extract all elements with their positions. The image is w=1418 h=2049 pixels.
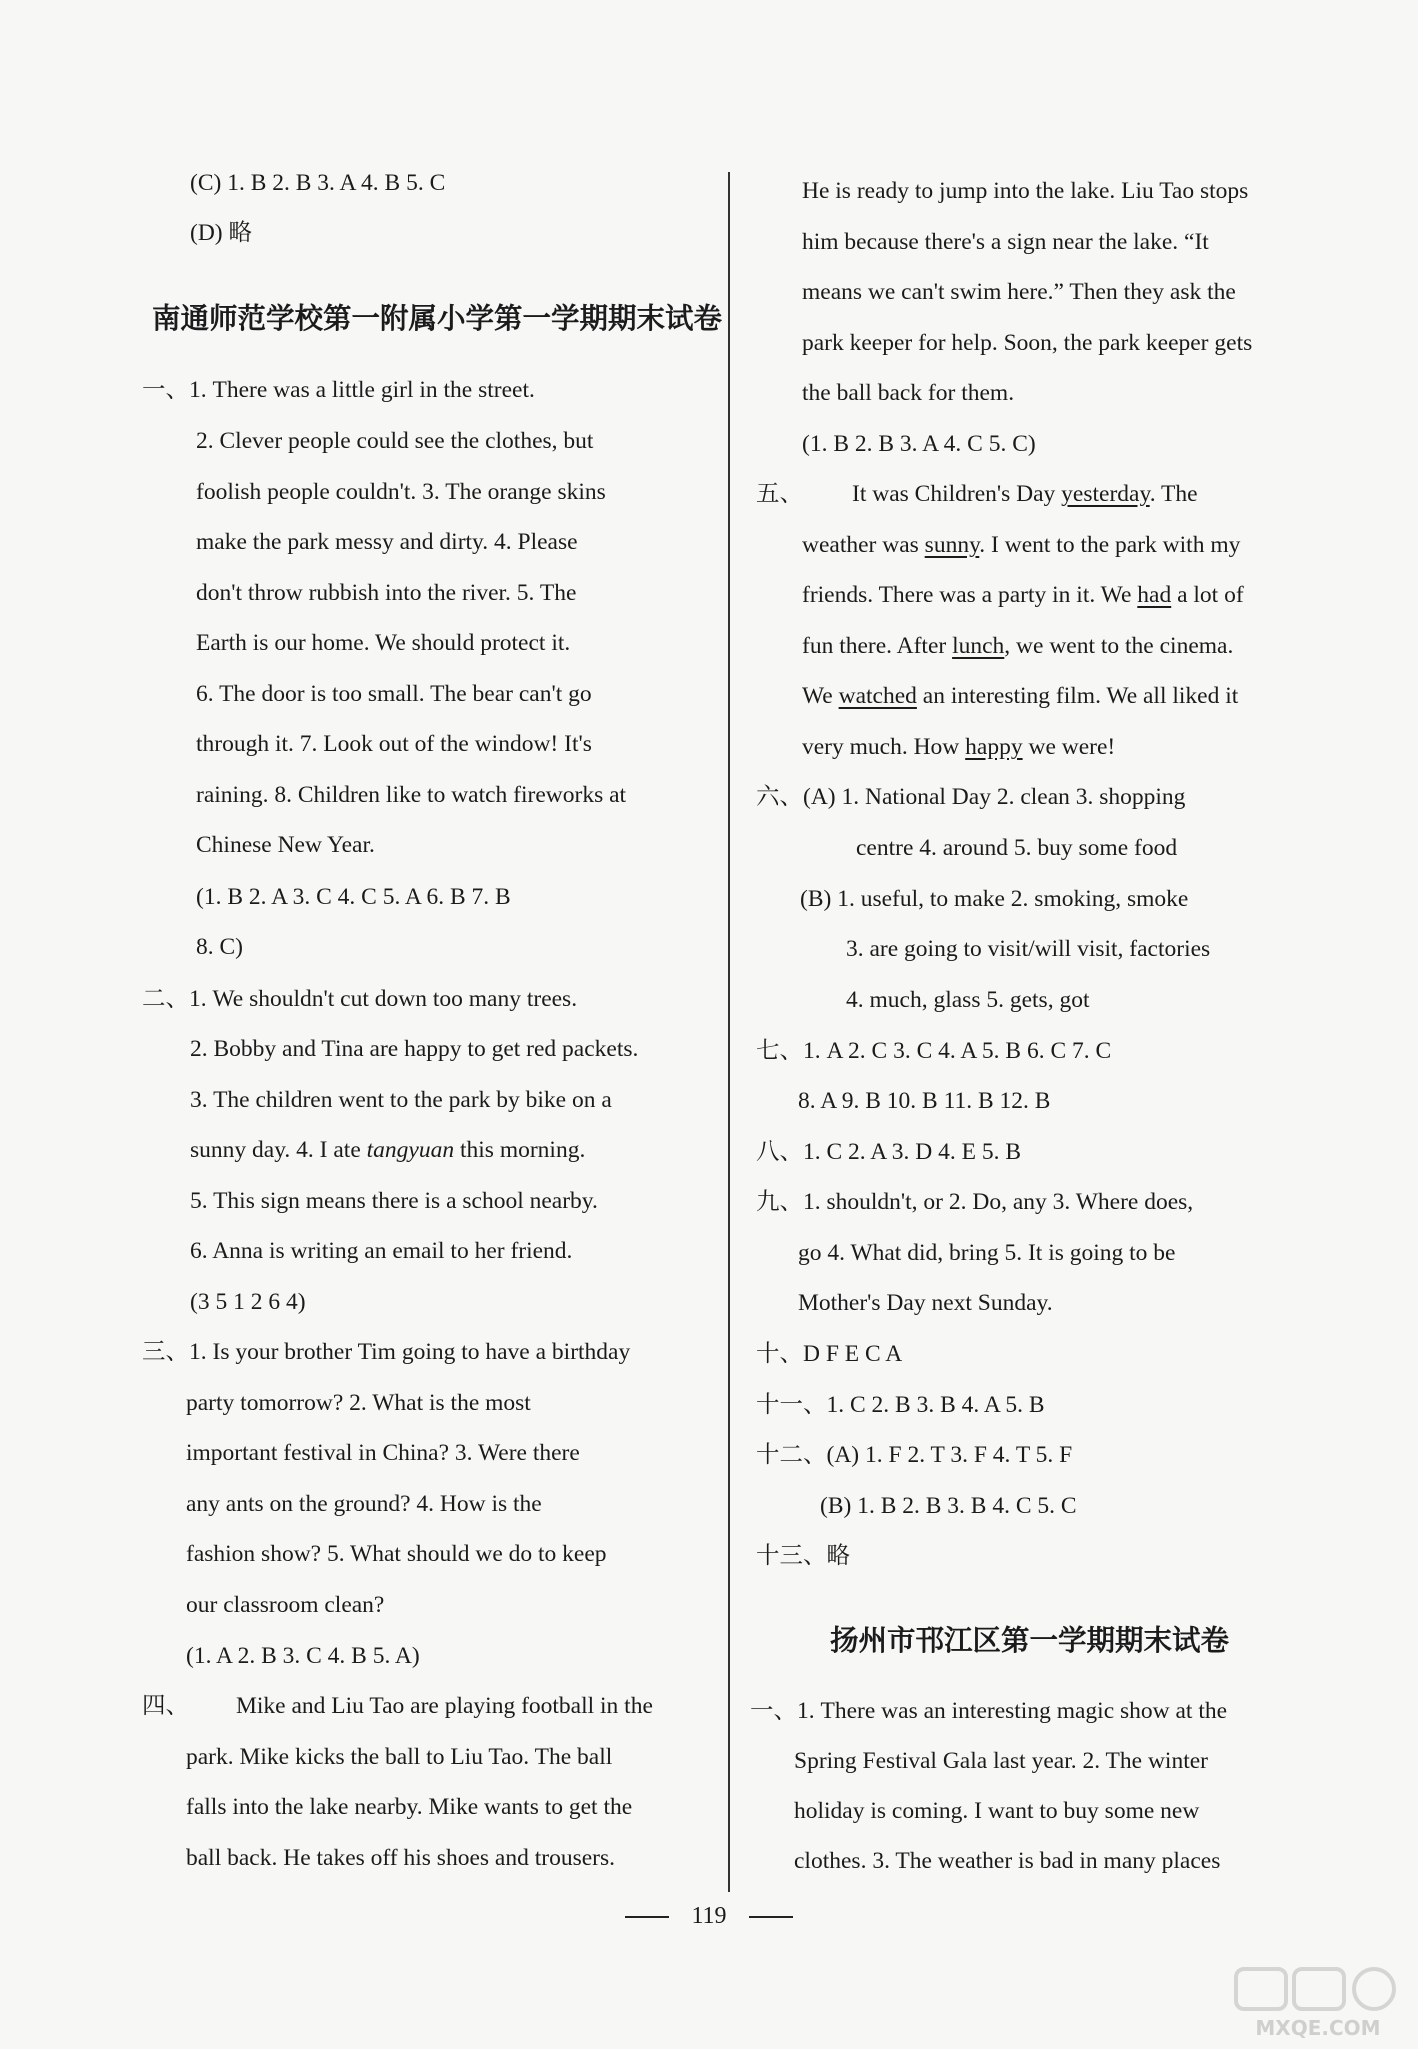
filled-blank: sunny — [924, 532, 980, 558]
section-title: 南通师范学校第一附属小学第一学期期末试卷 — [152, 302, 723, 335]
answer-line: 十二、(A) 1. F 2. T 3. F 4. T 5. F — [756, 1442, 1073, 1468]
answer-line: 十一、1. C 2. B 3. B 4. A 5. B — [756, 1392, 1045, 1418]
answer-line: 2. Bobby and Tina are happy to get red packets. — [190, 1036, 639, 1062]
passage-line — [852, 479, 1198, 509]
italic-word: tangyuan — [366, 1137, 455, 1163]
answer-line: 三、1. Is your brother Tim going to have a birthday — [142, 1339, 631, 1365]
line-text: fun there. After — [802, 633, 953, 659]
watermark-shape — [1294, 1969, 1344, 2009]
filled-blank: watched — [838, 683, 917, 709]
answer-line: 一、1. There was a little girl in the street. — [142, 377, 535, 403]
passage-line — [802, 631, 1233, 661]
filled-blank: had — [1137, 582, 1172, 608]
line-text: friends. There was a party in it. We — [802, 582, 1138, 608]
line-text: . The — [1149, 481, 1198, 507]
answer-line: 3. are going to visit/will visit, factories — [846, 936, 1211, 962]
answer-line: 一、1. There was an interesting magic show at the — [750, 1698, 1228, 1724]
watermark-shape — [1354, 1969, 1394, 2009]
answer-line: make the park messy and dirty. 4. Please — [196, 529, 578, 555]
passage-line: falls into the lake nearby. Mike wants to get the — [186, 1794, 633, 1820]
line-text: It was Children's Day — [852, 481, 1062, 507]
line-text: weather was — [802, 532, 925, 558]
answer-line: 8. C) — [196, 934, 243, 960]
answer-line: through it. 7. Look out of the window! It's — [196, 731, 592, 757]
answer-line: centre 4. around 5. buy some food — [856, 835, 1178, 861]
line-text: very much. How — [802, 734, 966, 760]
answer-line: 七、1. A 2. C 3. C 4. A 5. B 6. C 7. C — [756, 1038, 1112, 1064]
answer-line: Spring Festival Gala last year. 2. The winter — [794, 1748, 1208, 1774]
passage-line — [802, 681, 1238, 711]
answer-line: (C) 1. B 2. B 3. A 4. B 5. C — [190, 170, 446, 196]
page-number — [0, 1903, 1418, 1930]
passage-line: means we can't swim here.” Then they ask the — [802, 279, 1236, 305]
line-text: sunny day. 4. I ate — [190, 1137, 367, 1163]
answer-line: important festival in China? 3. Were there — [186, 1440, 580, 1466]
answer-line: (1. B 2. B 3. A 4. C 5. C) — [802, 431, 1036, 457]
passage-line: Mike and Liu Tao are playing football in the — [236, 1693, 653, 1719]
answer-line: 二、1. We shouldn't cut down too many trees. — [142, 986, 578, 1012]
line-text: We — [802, 683, 839, 709]
passage-line — [802, 580, 1244, 610]
answer-line: 6. Anna is writing an email to her friend. — [190, 1238, 573, 1264]
answer-line: (D) 略 — [190, 220, 252, 246]
passage-line: the ball back for them. — [802, 380, 1015, 406]
answer-line: (B) 1. useful, to make 2. smoking, smoke — [800, 886, 1189, 912]
watermark-shape — [1236, 1969, 1286, 2009]
section-label: 四、 — [142, 1693, 189, 1719]
answer-line: don't throw rubbish into the river. 5. The — [196, 580, 577, 606]
answer-line: any ants on the ground? 4. How is the — [186, 1491, 542, 1517]
answer-line: 5. This sign means there is a school nearby. — [190, 1188, 598, 1214]
answer-line — [190, 1135, 585, 1165]
dash-right — [749, 1916, 793, 1918]
page-number-text: 119 — [691, 1903, 727, 1929]
answer-line: 6. The door is too small. The bear can't go — [196, 681, 592, 707]
line-text: an interesting film. We all liked it — [916, 683, 1239, 709]
answer-line: holiday is coming. I want to buy some new — [794, 1798, 1200, 1824]
filled-blank: lunch — [952, 633, 1005, 659]
answer-line: our classroom clean? — [186, 1592, 385, 1618]
passage-line — [802, 530, 1240, 560]
answer-line: (1. A 2. B 3. C 4. B 5. A) — [186, 1643, 420, 1669]
filled-blank: yesterday — [1061, 481, 1150, 507]
dash-left — [625, 1916, 669, 1918]
answer-line: Earth is our home. We should protect it. — [196, 630, 571, 656]
answer-line: go 4. What did, bring 5. It is going to be — [798, 1240, 1176, 1266]
column-divider — [728, 172, 730, 1892]
line-text: , we went to the cinema. — [1004, 633, 1234, 659]
passage-line: park keeper for help. Soon, the park keeper gets — [802, 330, 1253, 356]
answer-line: Mother's Day next Sunday. — [798, 1290, 1053, 1316]
answer-line: 4. much, glass 5. gets, got — [846, 987, 1090, 1013]
section-title: 扬州市邗江区第一学期期末试卷 — [830, 1624, 1230, 1657]
passage-line — [802, 732, 1115, 762]
answer-line: 3. The children went to the park by bike on a — [190, 1087, 612, 1113]
answer-line: 九、1. shouldn't, or 2. Do, any 3. Where does, — [756, 1189, 1194, 1215]
passage-line: park. Mike kicks the ball to Liu Tao. The ball — [186, 1744, 613, 1770]
line-text: a lot of — [1171, 582, 1244, 608]
answer-line: 十、D F E C A — [756, 1341, 903, 1367]
answer-line: 八、1. C 2. A 3. D 4. E 5. B — [756, 1139, 1022, 1165]
passage-line: He is ready to jump into the lake. Liu Tao stops — [802, 178, 1249, 204]
passage-line: ball back. He takes off his shoes and trousers. — [186, 1845, 615, 1871]
section-label: 五、 — [756, 481, 803, 507]
answer-line: 8. A 9. B 10. B 11. B 12. B — [798, 1088, 1051, 1114]
watermark-logo — [1228, 1963, 1408, 2043]
answer-line: (3 5 1 2 6 4) — [190, 1289, 306, 1315]
answer-line: raining. 8. Children like to watch fireworks at — [196, 782, 627, 808]
passage-line: him because there's a sign near the lake. “It — [802, 229, 1209, 255]
answer-line: (1. B 2. A 3. C 4. C 5. A 6. B 7. B — [196, 884, 511, 910]
answer-line: (B) 1. B 2. B 3. B 4. C 5. C — [820, 1493, 1077, 1519]
filled-blank: happy — [965, 734, 1023, 760]
answer-line: Chinese New Year. — [196, 832, 375, 858]
line-text: . I went to the park with my — [979, 532, 1241, 558]
answer-line: foolish people couldn't. 3. The orange skins — [196, 479, 606, 505]
line-text: we were! — [1022, 734, 1116, 760]
answer-line: clothes. 3. The weather is bad in many places — [794, 1848, 1221, 1874]
answer-line: 2. Clever people could see the clothes, but — [196, 428, 594, 454]
answer-line: 十三、略 — [756, 1543, 850, 1569]
answer-line: 六、(A) 1. National Day 2. clean 3. shopping — [756, 784, 1186, 810]
watermark-text: MXQE.COM — [1255, 2016, 1381, 2040]
line-text: this morning. — [454, 1137, 586, 1163]
answer-line: fashion show? 5. What should we do to keep — [186, 1541, 607, 1567]
answer-line: party tomorrow? 2. What is the most — [186, 1390, 531, 1416]
